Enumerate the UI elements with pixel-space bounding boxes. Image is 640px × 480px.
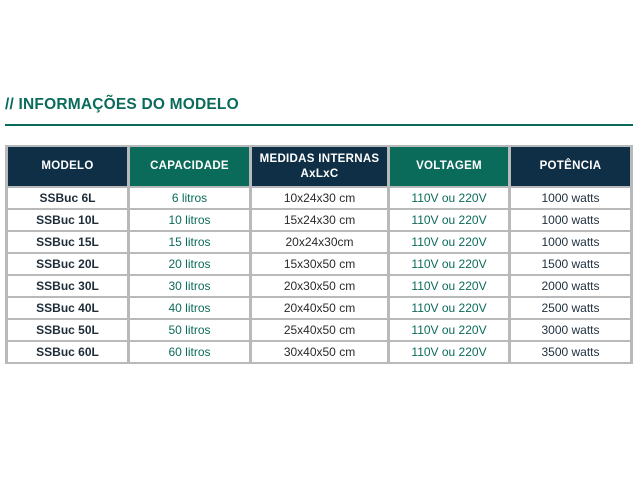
cell-model: SSBuc 15L	[8, 232, 127, 252]
cell-voltage: 110V ou 220V	[390, 188, 508, 208]
cell-model: SSBuc 6L	[8, 188, 127, 208]
model-specs-table	[5, 145, 633, 364]
cell-voltage: 110V ou 220V	[390, 232, 508, 252]
cell-dimensions: 20x30x50 cm	[252, 276, 387, 296]
cell-power: 3500 watts	[511, 342, 630, 362]
table-row	[8, 342, 630, 362]
cell-capacity: 15 litros	[130, 232, 249, 252]
header-dims-line1: MEDIDAS INTERNAS	[259, 152, 380, 165]
cell-voltage: 110V ou 220V	[390, 276, 508, 296]
cell-capacity: 60 litros	[130, 342, 249, 362]
cell-model: SSBuc 30L	[8, 276, 127, 296]
table-row	[8, 232, 630, 252]
heading-divider	[5, 124, 633, 126]
table-header-row	[8, 147, 630, 186]
cell-capacity: 30 litros	[130, 276, 249, 296]
header-capacity: CAPACIDADE	[130, 147, 249, 186]
cell-voltage: 110V ou 220V	[390, 254, 508, 274]
cell-capacity: 20 litros	[130, 254, 249, 274]
table-row	[8, 188, 630, 208]
cell-dimensions: 15x30x50 cm	[252, 254, 387, 274]
cell-capacity: 6 litros	[130, 188, 249, 208]
cell-dimensions: 20x40x50 cm	[252, 298, 387, 318]
header-voltage: VOLTAGEM	[390, 147, 508, 186]
cell-power: 1500 watts	[511, 254, 630, 274]
header-internal-dimensions	[252, 147, 387, 186]
cell-model: SSBuc 20L	[8, 254, 127, 274]
cell-model: SSBuc 50L	[8, 320, 127, 340]
header-dims-line2: AxLxC	[300, 167, 339, 180]
cell-power: 2500 watts	[511, 298, 630, 318]
cell-capacity: 10 litros	[130, 210, 249, 230]
cell-model: SSBuc 60L	[8, 342, 127, 362]
cell-voltage: 110V ou 220V	[390, 320, 508, 340]
cell-capacity: 50 litros	[130, 320, 249, 340]
cell-power: 1000 watts	[511, 232, 630, 252]
cell-power: 3000 watts	[511, 320, 630, 340]
table-row	[8, 298, 630, 318]
cell-model: SSBuc 10L	[8, 210, 127, 230]
table-row	[8, 254, 630, 274]
table-row	[8, 276, 630, 296]
header-power: POTÊNCIA	[511, 147, 630, 186]
cell-power: 1000 watts	[511, 210, 630, 230]
cell-voltage: 110V ou 220V	[390, 342, 508, 362]
cell-voltage: 110V ou 220V	[390, 298, 508, 318]
cell-dimensions: 25x40x50 cm	[252, 320, 387, 340]
section-title: // INFORMAÇÕES DO MODELO	[5, 96, 239, 113]
cell-model: SSBuc 40L	[8, 298, 127, 318]
cell-power: 2000 watts	[511, 276, 630, 296]
cell-capacity: 40 litros	[130, 298, 249, 318]
cell-voltage: 110V ou 220V	[390, 210, 508, 230]
cell-dimensions: 30x40x50 cm	[252, 342, 387, 362]
cell-power: 1000 watts	[511, 188, 630, 208]
table-row	[8, 320, 630, 340]
cell-dimensions: 10x24x30 cm	[252, 188, 387, 208]
table-row	[8, 210, 630, 230]
cell-dimensions: 15x24x30 cm	[252, 210, 387, 230]
cell-dimensions: 20x24x30cm	[252, 232, 387, 252]
header-model: MODELO	[8, 147, 127, 186]
